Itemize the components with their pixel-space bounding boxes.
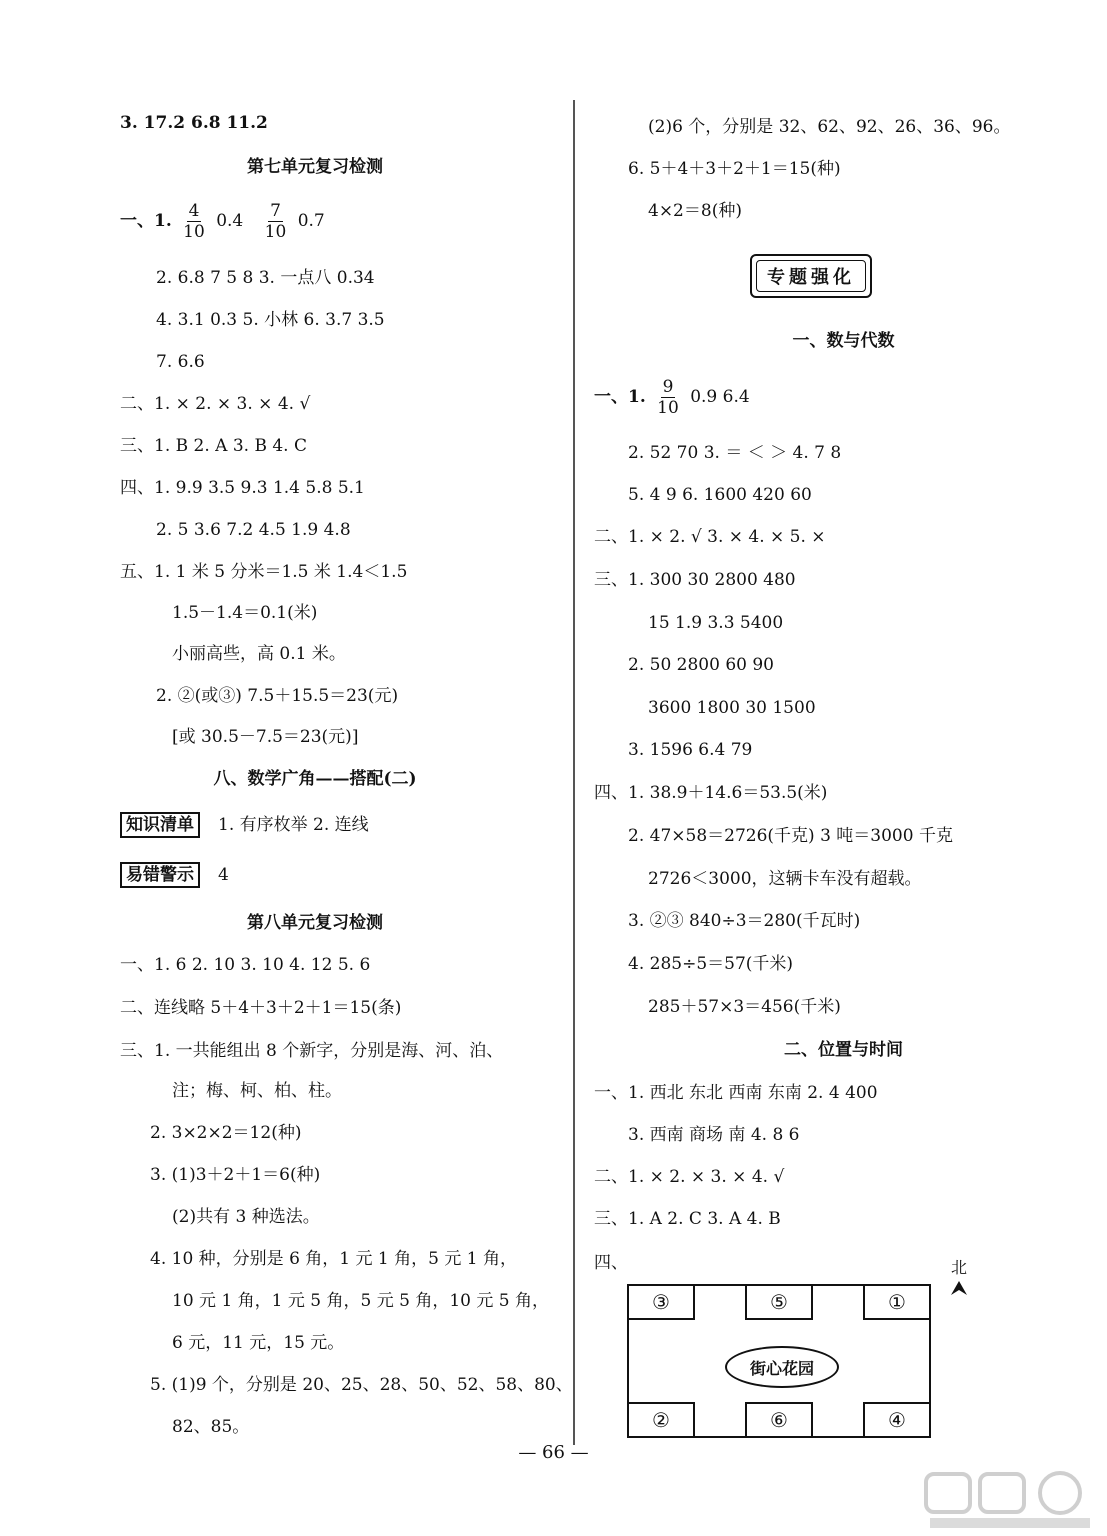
section-heading: 一、数与代数 — [792, 331, 895, 351]
answer-line: 3. 1596 6.4 79 — [628, 740, 753, 760]
answer-line: 五、1. 1 米 5 分米＝1.5 米 1.4＜1.5 — [120, 562, 408, 582]
column-divider — [573, 100, 575, 1445]
question-number: 一、1. — [120, 211, 172, 231]
numerator: 4 — [188, 201, 200, 221]
answer-line: 三、1. 300 30 2800 480 — [594, 570, 796, 590]
answer-line: 2. 5 3.6 7.2 4.5 1.9 4.8 — [156, 520, 351, 540]
answer-line: 3600 1800 30 1500 — [648, 698, 816, 718]
denominator: 10 — [657, 398, 679, 418]
denominator: 10 — [183, 222, 205, 242]
section-heading: 第八单元复习检测 — [247, 913, 383, 933]
garden-label: 街心花园 — [725, 1346, 839, 1388]
answer-line: 四、1. 38.9＋14.6＝53.5(米) — [594, 783, 828, 803]
answer-line: 三、1. 一共能组出 8 个新字，分别是海、河、泊、 — [120, 1041, 504, 1061]
answer-line: 2. 3×2×2＝12(种) — [150, 1123, 302, 1143]
answer-line: 一、1. 6 2. 10 3. 10 4. 12 5. 6 — [120, 955, 371, 975]
map-cell: ② — [627, 1402, 695, 1438]
answer-line: 二、1. × 2. × 3. × 4. √ — [594, 1167, 785, 1187]
answer-line: [或 30.5－7.5＝23(元)] — [172, 727, 359, 747]
fraction — [655, 377, 681, 418]
answer-line: 82、85。 — [172, 1417, 250, 1437]
denominator: 10 — [264, 222, 287, 242]
answer-line: 3. 17.2 6.8 11.2 — [120, 113, 268, 133]
answer-line: 四、1. 9.9 3.5 9.3 1.4 5.8 5.1 — [120, 478, 365, 498]
answer-line: 2. ②(或③) 7.5＋15.5＝23(元) — [156, 686, 399, 706]
watermark-logo-icon — [920, 1468, 1100, 1532]
answer-line: 2. 6.8 7 5 8 3. 一点八 0.34 — [156, 268, 375, 288]
answer-line-fractions — [120, 198, 325, 244]
question-number: 一、1. — [594, 387, 646, 407]
answer-line: 二、1. × 2. √ 3. × 4. × 5. × — [594, 527, 826, 547]
answer-line: 1.5－1.4＝0.1(米) — [172, 603, 318, 623]
map-cell: ③ — [627, 1284, 695, 1320]
section-heading: 二、位置与时间 — [784, 1040, 903, 1060]
answer-line: 注；梅、柯、柏、柱。 — [172, 1081, 342, 1101]
answer-line: 三、1. B 2. A 3. B 4. C — [120, 436, 307, 456]
answer-line: 5. 4 9 6. 1600 420 60 — [628, 485, 812, 505]
answer-line: 4×2＝8(种) — [648, 201, 742, 221]
error-warning-tag: 易错警示 — [120, 862, 200, 888]
answer-line — [120, 812, 369, 838]
numerator: 9 — [662, 377, 674, 397]
answer-line: 一、1. 西北 东北 西南 东南 2. 4 400 — [594, 1083, 878, 1103]
special-topic-label: 专题强化 — [756, 260, 866, 292]
special-topic-badge — [750, 254, 872, 298]
answer-line: 285＋57×3＝456(千米) — [648, 997, 841, 1017]
fraction — [181, 201, 207, 242]
map-cell: ⑤ — [745, 1284, 813, 1320]
answer-line: 3. ②③ 840÷3＝280(千瓦时) — [628, 911, 861, 931]
answer-line: 4. 10 种，分别是 6 角，1 元 1 角，5 元 1 角， — [150, 1249, 517, 1269]
answer-line: 3. (1)3＋2＋1＝6(种) — [150, 1165, 321, 1185]
page-number: — 66 — — [518, 1442, 589, 1463]
answer-line: 三、1. A 2. C 3. A 4. B — [594, 1209, 781, 1229]
question-number: 四、 — [594, 1253, 628, 1273]
right-column — [580, 0, 1107, 1460]
answer-line: 2. 47×58＝2726(千克) 3 吨＝3000 千克 — [628, 826, 953, 846]
north-label: 北 — [950, 1258, 967, 1277]
answer-text: 4 — [218, 865, 229, 885]
map-cell: ① — [863, 1284, 931, 1320]
answer-text: 1. 有序枚举 2. 连线 — [218, 815, 369, 835]
answer-line: 4. 285÷5＝57(千米) — [628, 954, 794, 974]
knowledge-list-tag: 知识清单 — [120, 812, 200, 838]
answer-line — [120, 862, 229, 888]
answer-line: 15 1.9 3.3 5400 — [648, 613, 784, 633]
answer-line: (2)共有 3 种选法。 — [172, 1207, 320, 1227]
answer-line: 4. 3.1 0.3 5. 小林 6. 3.7 3.5 — [156, 310, 385, 330]
direction-map — [627, 1284, 931, 1438]
answer-line: 2. 52 70 3. ＝ ＜ ＞ 4. 7 8 — [628, 443, 842, 463]
answer-line: 6. 5＋4＋3＋2＋1＝15(种) — [628, 159, 841, 179]
north-arrow-icon — [950, 1280, 968, 1296]
value: 0.4 — [216, 211, 244, 231]
answer-line: 2726＜3000，这辆卡车没有超载。 — [648, 869, 922, 889]
answer-line: 小丽高些，高 0.1 米。 — [172, 644, 346, 664]
answer-line: 2. 50 2800 60 90 — [628, 655, 774, 675]
value: 0.7 — [297, 211, 325, 231]
answer-line: 10 元 1 角，1 元 5 角，5 元 5 角，10 元 5 角， — [172, 1291, 550, 1311]
left-column — [0, 0, 573, 1460]
section-heading: 八、数学广角——搭配(二) — [213, 769, 417, 789]
answer-line: 3. 西南 商场 南 4. 8 6 — [628, 1125, 800, 1145]
value: 0.9 6.4 — [690, 387, 750, 407]
answer-line: 二、连线略 5＋4＋3＋2＋1＝15(条) — [120, 998, 402, 1018]
answer-line: 5. (1)9 个，分别是 20、25、28、50、52、58、80、 — [150, 1375, 573, 1395]
answer-line: 二、1. × 2. × 3. × 4. √ — [120, 394, 311, 414]
section-heading: 第七单元复习检测 — [247, 157, 383, 177]
north-indicator — [950, 1258, 968, 1296]
answer-line: 7. 6.6 — [156, 352, 205, 372]
answer-line: (2)6 个，分别是 32、62、92、26、36、96。 — [648, 117, 1011, 137]
numerator: 7 — [270, 201, 281, 221]
map-cell: ④ — [863, 1402, 931, 1438]
answer-line: 6 元，11 元，15 元。 — [172, 1333, 345, 1353]
answer-line-fractions — [594, 374, 750, 420]
fraction — [263, 201, 289, 242]
map-cell: ⑥ — [745, 1402, 813, 1438]
